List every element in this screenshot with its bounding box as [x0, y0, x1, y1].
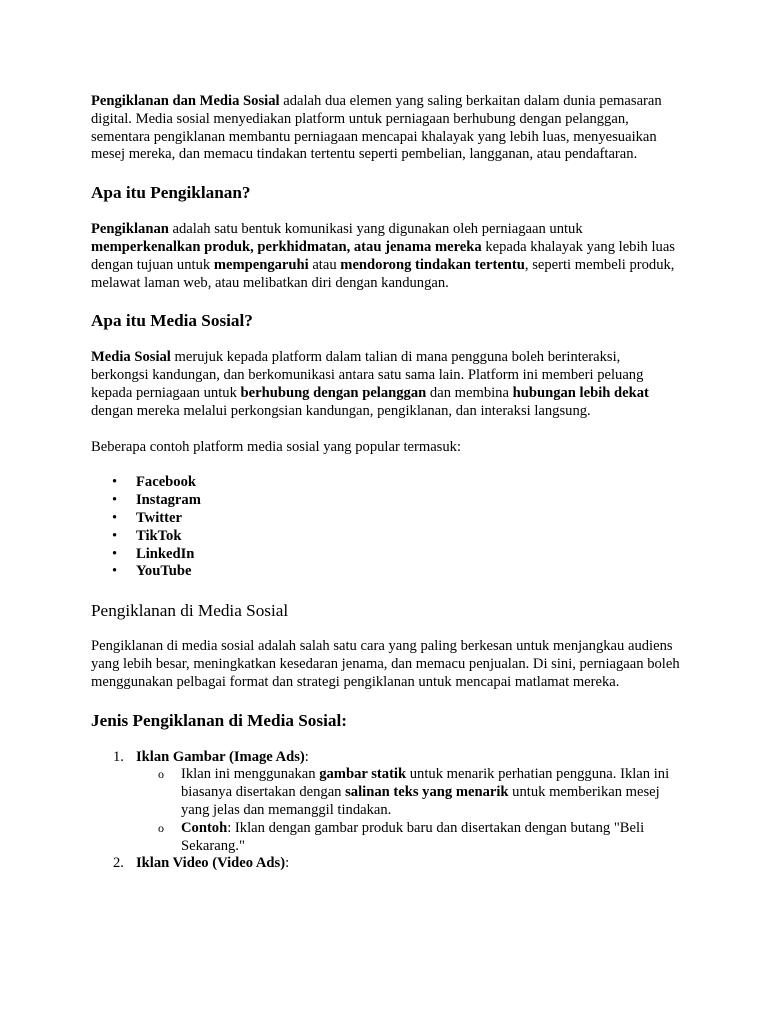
detail-bold-1: gambar statik — [319, 766, 407, 783]
intro-paragraph — [91, 93, 681, 164]
heading-apa-itu-pengiklanan: Apa itu Pengiklanan? — [91, 183, 251, 203]
heading-jenis-pengiklanan: Jenis Pengiklanan di Media Sosial: — [91, 710, 347, 730]
circle-bullet-icon: o — [158, 820, 164, 835]
item-number: 2. — [113, 855, 124, 872]
pengiklanan-text-4: , seperti membeli produk, melawat laman web, atau melibatkan diri dengan kandungan. — [91, 256, 675, 291]
bullet-icon: • — [112, 509, 118, 526]
list-item — [136, 766, 681, 819]
media-sosial-paragraph — [91, 349, 681, 420]
ad-type-colon: : — [304, 748, 309, 765]
platform-name: Facebook — [136, 474, 196, 491]
item-number: 1. — [113, 748, 124, 765]
bullet-icon: • — [112, 563, 118, 580]
media-bold-1: Media Sosial — [91, 349, 171, 366]
ad-type-colon: : — [285, 855, 290, 872]
heading-pengiklanan-di-media-sosial: Pengiklanan di Media Sosial — [91, 601, 289, 621]
platform-name: YouTube — [136, 563, 192, 580]
pengiklanan-bold-3: mempengaruhi — [213, 256, 309, 273]
list-item — [91, 563, 681, 581]
platform-name: LinkedIn — [136, 545, 195, 562]
platform-list — [91, 474, 681, 581]
ad-type-title: Iklan Video (Video Ads) — [136, 855, 286, 872]
pengiklanan-text-3: atau — [308, 256, 341, 273]
platform-name: TikTok — [136, 527, 182, 544]
bullet-icon: • — [112, 527, 118, 544]
media-text-3: dengan mereka melalui perkongsian kandungan, pengiklanan, dan interaksi langsung. — [91, 402, 591, 419]
media-bold-2: berhubung dengan pelanggan — [240, 384, 427, 401]
ad-type-details — [136, 766, 681, 855]
detail-text-2: untuk menarik perhatian pengguna. Iklan ini biasanya disertakan dengan — [181, 766, 670, 801]
pengiklanan-bold-4: mendorong tindakan tertentu — [340, 256, 525, 273]
bullet-icon: • — [112, 492, 118, 509]
iklan-media-paragraph: Pengiklanan di media sosial adalah salah satu cara yang paling berkesan untuk menjangkau audiens yang lebih besar, meningkatkan kesedaran jenama, dan memacu penjualan. Di sini, perniagaan boleh menggunakan pelbagai format dan strategi pengiklanan untuk mencapai matlamat mereka. — [91, 638, 680, 690]
bullet-icon: • — [112, 545, 118, 562]
media-bold-3: hubungan lebih dekat — [512, 384, 649, 401]
ad-types-list — [91, 749, 681, 874]
pengiklanan-paragraph — [91, 221, 681, 292]
media-text-1: merujuk kepada platform dalam talian di mana pengguna boleh berinteraksi, berkongsi kandungan, dan berkomunikasi antara satu sama lain. Platform ini memberi peluang kepada perniagaan untuk — [91, 349, 644, 401]
pengiklanan-text-2: kepada khalayak yang lebih luas dengan tujuan untuk — [91, 238, 675, 273]
pengiklanan-text-1: adalah satu bentuk komunikasi yang digunakan oleh perniagaan untuk — [168, 221, 583, 238]
intro-text: adalah dua elemen yang saling berkaitan dalam dunia pemasaran digital. Media sosial menyediakan platform untuk perniagaan berhubung dengan pelanggan, sementara pengiklanan membantu perniagaan mencapai khalayak yang lebih luas, menyesuaikan mesej mereka, dan memacu tindakan tertentu seperti pembelian, langganan, atau pendaftaran. — [91, 93, 662, 163]
intro-bold: Pengiklanan dan Media Sosial — [91, 93, 280, 109]
pengiklanan-bold-1: Pengiklanan — [91, 221, 169, 238]
bullet-icon: • — [112, 474, 118, 491]
list-item — [91, 528, 681, 546]
pengiklanan-bold-2: memperkenalkan produk, perkhidmatan, atau jenama mereka — [91, 238, 482, 255]
list-item — [91, 474, 681, 492]
detail-bold-2: salinan teks yang menarik — [345, 784, 509, 801]
example-bold: Contoh — [181, 819, 228, 836]
platform-name: Instagram — [136, 492, 201, 509]
list-item — [91, 855, 681, 873]
document-page — [91, 93, 681, 873]
heading-apa-itu-media-sosial: Apa itu Media Sosial? — [91, 311, 253, 331]
detail-text-3: untuk memberikan mesej yang jelas dan memanggil tindakan. — [181, 784, 660, 818]
media-text-2: dan membina — [426, 384, 513, 401]
list-item — [91, 510, 681, 528]
list-item — [91, 546, 681, 564]
list-item — [91, 492, 681, 510]
list-item — [91, 749, 681, 856]
platform-name: Twitter — [136, 509, 182, 526]
list-item — [136, 820, 681, 856]
examples-intro: Beberapa contoh platform media sosial yang popular termasuk: — [91, 438, 462, 455]
detail-text-1: Iklan ini menggunakan — [181, 766, 320, 783]
ad-type-title: Iklan Gambar (Image Ads) — [136, 748, 305, 765]
circle-bullet-icon: o — [158, 767, 164, 782]
example-text: : Iklan dengan gambar produk baru dan disertakan dengan butang "Beli Sekarang." — [181, 819, 645, 854]
